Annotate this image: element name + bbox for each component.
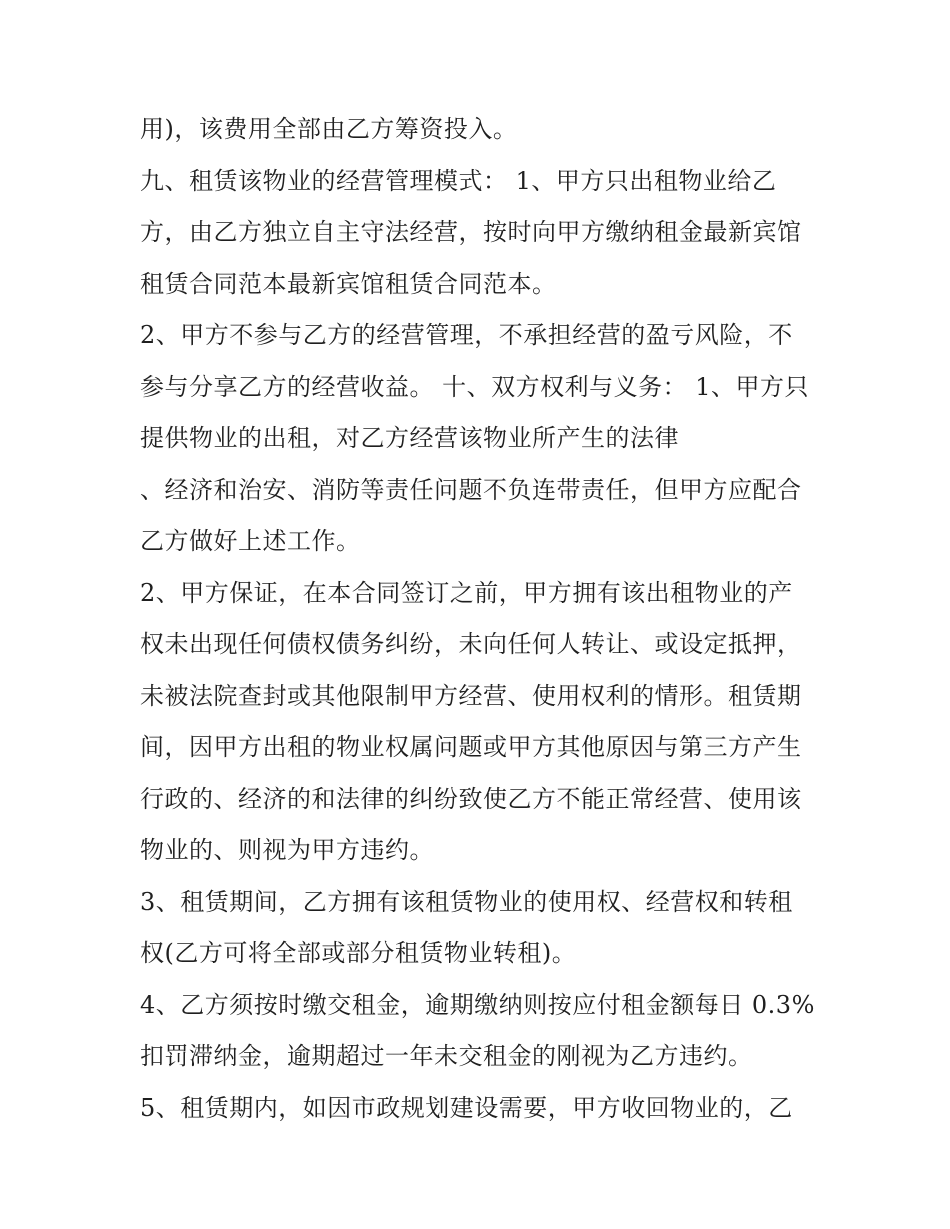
text-line: 4、乙方须按时缴交租金，逾期缴纳则按应付租金额每日 0.3% xyxy=(140,990,815,1019)
text-line: 3、租赁期间，乙方拥有该租赁物业的使用权、经营权和转租 xyxy=(140,887,793,916)
text-line: 行政的、经济的和法律的纠纷致使乙方不能正常经营、使用该 xyxy=(140,784,802,813)
text-line: 用)，该费用全部由乙方筹资投入。 xyxy=(140,115,518,143)
text-line: 2、甲方不参与乙方的经营管理，不承担经营的盈亏风险，不 xyxy=(140,321,793,349)
text-line: 扣罚滞纳金，逾期超过一年未交租金的刚视为乙方违约。 xyxy=(140,1042,753,1070)
text-line: 乙方做好上述工作。 xyxy=(140,527,361,555)
text-line: 物业的、则视为甲方违约。 xyxy=(140,836,434,864)
text-line: 提供物业的出租，对乙方经营该物业所产生的法律 xyxy=(140,424,679,452)
text-line: 间，因甲方出租的物业权属问题或甲方其他原因与第三方产生 xyxy=(140,733,802,761)
text-line: 方，由乙方独立自主守法经营，按时向甲方缴纳租金最新宾馆 xyxy=(140,218,802,246)
text-line: 2、甲方保证，在本合同签订之前，甲方拥有该出租物业的产 xyxy=(140,578,793,607)
text-line: 租赁合同范本最新宾馆租赁合同范本。 xyxy=(140,269,557,298)
text-line: 权(乙方可将全部或部分租赁物业转租)。 xyxy=(140,939,577,967)
document-body xyxy=(140,104,820,1134)
text-line: 九、租赁该物业的经营管理模式： 1、甲方只出租物业给乙 xyxy=(140,166,777,195)
text-line: 、经济和治安、消防等责任问题不负连带责任，但甲方应配合 xyxy=(140,475,802,504)
text-line: 权未出现任何债权债务纠纷，未向任何人转让、或设定抵押， xyxy=(140,630,802,658)
text-line: 参与分享乙方的经营收益。 十、双方权利与义务： 1、甲方只 xyxy=(140,372,810,401)
text-line: 5、租赁期内，如因市政规划建设需要，甲方收回物业的，乙 xyxy=(140,1093,793,1122)
text-line: 未被法院查封或其他限制甲方经营、使用权利的情形。租赁期 xyxy=(140,681,802,710)
